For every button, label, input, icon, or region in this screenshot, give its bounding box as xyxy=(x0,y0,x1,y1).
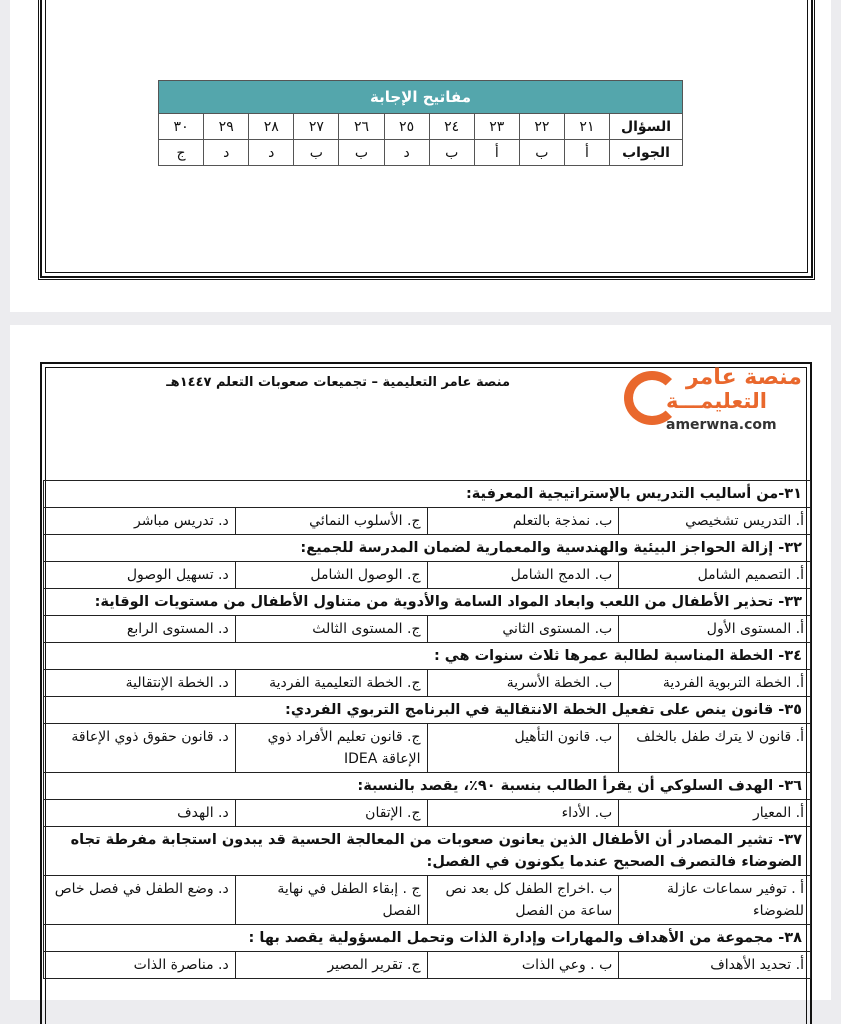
key-q: ٢٩ xyxy=(204,114,249,140)
option: د. المستوى الرابع xyxy=(44,616,236,643)
option: أ. التدريس تشخيصي xyxy=(619,508,811,535)
option: د. تدريس مباشر xyxy=(44,508,236,535)
page-header-title: منصة عامر التعليمية – تجميعات صعوبات التعلم ١٤٤٧هـ xyxy=(166,375,510,390)
platform-logo xyxy=(626,365,802,435)
option: أ. المعيار xyxy=(619,800,811,827)
option: أ. التصميم الشامل xyxy=(619,562,811,589)
question-text: ٣١-من أساليب التدريس بالإستراتيجية المعرفية: xyxy=(44,481,811,508)
key-a: أ xyxy=(564,140,609,166)
question-text: ٣٣- تحذير الأطفال من اللعب وابعاد المواد السامة والأدوية من متناول الأطفال من مستويات الوقاية: xyxy=(44,589,811,616)
option: ب. نمذجة بالتعلم xyxy=(427,508,619,535)
logo-line2: التعليمـــة xyxy=(666,389,768,413)
question-text: ٣٨- مجموعة من الأهداف والمهارات وإدارة الذات وتحمل المسؤولية يقصد بها : xyxy=(44,925,811,952)
option: د. وضع الطفل في فصل خاص xyxy=(44,876,236,925)
option: ج . إبقاء الطفل في نهاية الفصل xyxy=(235,876,427,925)
answer-label: الجواب xyxy=(610,140,683,166)
question-label: السؤال xyxy=(610,114,683,140)
option: ب . وعي الذات xyxy=(427,952,619,979)
option: د. الهدف xyxy=(44,800,236,827)
option: ج. الأسلوب النمائي xyxy=(235,508,427,535)
answer-key-table xyxy=(158,80,683,166)
option: أ. قانون لا يترك طفل بالخلف xyxy=(619,724,811,773)
option: أ. الخطة التربوية الفردية xyxy=(619,670,811,697)
questions-table xyxy=(43,480,811,979)
option: ج. المستوى الثالث xyxy=(235,616,427,643)
key-q: ٢٤ xyxy=(429,114,474,140)
question-text: ٣٥- قانون ينص على تفعيل الخطة الانتقالية في البرنامج التربوي الفردي: xyxy=(44,697,811,724)
key-a: د xyxy=(384,140,429,166)
key-a: ج xyxy=(159,140,204,166)
key-a: د xyxy=(204,140,249,166)
key-q: ٣٠ xyxy=(159,114,204,140)
key-a: ب xyxy=(519,140,564,166)
page-bottom xyxy=(10,325,831,1000)
option: ب. الأداء xyxy=(427,800,619,827)
key-q: ٢٧ xyxy=(294,114,339,140)
option: د. مناصرة الذات xyxy=(44,952,236,979)
key-q: ٢١ xyxy=(564,114,609,140)
option: ب. الخطة الأسرية xyxy=(427,670,619,697)
option: ج. الخطة التعليمية الفردية xyxy=(235,670,427,697)
question-text: ٣٧- تشير المصادر أن الأطفال الذين يعانون صعوبات من المعالجة الحسية قد يبدون استجابة مفرطة تجاه الضوضاء فالتصرف الصحيح عندما يكونون في الفصل: xyxy=(44,827,811,876)
key-a: ب xyxy=(339,140,384,166)
option: ج. الوصول الشامل xyxy=(235,562,427,589)
answer-key-title: مفاتيح الإجابة xyxy=(159,81,683,114)
option: أ. المستوى الأول xyxy=(619,616,811,643)
key-a: د xyxy=(249,140,294,166)
option: ب. قانون التأهيل xyxy=(427,724,619,773)
key-q: ٢٨ xyxy=(249,114,294,140)
logo-line1: منصة عامر xyxy=(686,365,802,390)
question-text: ٣٦- الهدف السلوكي أن يقرأ الطالب بنسبة ٩٠٪، يقصد بالنسبة: xyxy=(44,773,811,800)
question-text: ٣٤- الخطة المناسبة لطالبة عمرها ثلاث سنوات هي : xyxy=(44,643,811,670)
option: أ. تحديد الأهداف xyxy=(619,952,811,979)
option: ب. المستوى الثاني xyxy=(427,616,619,643)
key-q: ٢٥ xyxy=(384,114,429,140)
key-q: ٢٦ xyxy=(339,114,384,140)
option: د. قانون حقوق ذوي الإعاقة xyxy=(44,724,236,773)
option: ب .اخراج الطفل كل بعد نص ساعة من الفصل xyxy=(427,876,619,925)
key-a: ب xyxy=(294,140,339,166)
option: د. تسهيل الوصول xyxy=(44,562,236,589)
key-q: ٢٣ xyxy=(474,114,519,140)
key-q: ٢٢ xyxy=(519,114,564,140)
logo-url: amerwna.com xyxy=(666,417,777,433)
option: د. الخطة الإنتقالية xyxy=(44,670,236,697)
key-a: أ xyxy=(474,140,519,166)
option: أ . توفير سماعات عازلة للضوضاء xyxy=(619,876,811,925)
option: ج. الإتقان xyxy=(235,800,427,827)
question-text: ٣٢- إزالة الحواجز البيئية والهندسية والمعمارية لضمان المدرسة للجميع: xyxy=(44,535,811,562)
option: ج. قانون تعليم الأفراد ذوي الإعاقة IDEA xyxy=(235,724,427,773)
option: ج. تقرير المصير xyxy=(235,952,427,979)
key-a: ب xyxy=(429,140,474,166)
option: ب. الدمج الشامل xyxy=(427,562,619,589)
